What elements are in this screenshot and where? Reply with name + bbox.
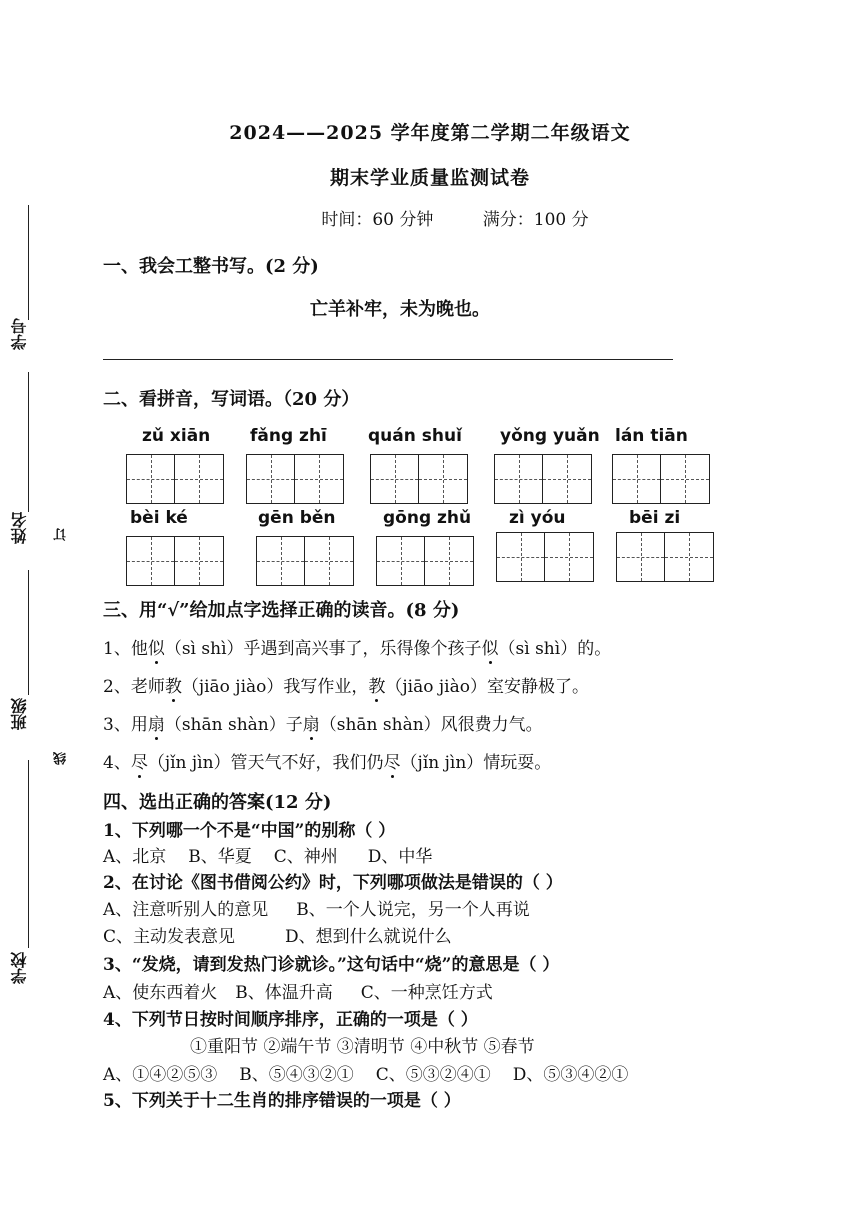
q-text: 3、用 [103,715,148,735]
pinyin-label: fǎng zhī [250,426,327,446]
mc-q1: 1、下列哪一个不是“中国”的别称（ ） [103,821,396,841]
name-line [28,372,29,512]
option[interactable]: C、主动发表意见 [103,927,236,947]
pinyin-label: quán shuǐ [368,426,462,446]
reading-q2 [103,672,589,697]
option[interactable]: D、想到什么就说什么 [285,927,452,947]
exam-subtitle: 期末学业质量监测试卷 [329,167,530,189]
mc-q3: 3、“发烧，请到发热门诊就诊。”这句话中“烧”的意思是（ ） [103,955,560,975]
ding-mark: 订 [54,528,69,541]
option[interactable]: D、⑤③④②① [512,1065,629,1085]
option[interactable]: B、体温升高 [235,983,333,1003]
section3-heading: 三、用“√”给加点字选择正确的读音。(8 分) [103,600,460,621]
char-grid[interactable] [376,536,474,586]
q-text[interactable]: （sì shì）的。 [498,639,612,659]
char-grid[interactable] [370,454,468,504]
option[interactable]: C、神州 [273,847,338,867]
mc-q3-options [103,978,493,1003]
dotted-char: 尽 [384,748,401,773]
writing-line[interactable] [103,359,673,360]
dotted-char: 扇 [303,710,320,735]
section4-heading: 四、选出正确的答案(12 分) [103,792,332,813]
char-grid[interactable] [246,454,344,504]
pinyin-label: bēi zi [629,508,681,528]
reading-q4 [103,748,551,773]
q-text: 2、老师 [103,677,165,697]
q-text[interactable]: （jiāo jiào）我写作业， [181,677,369,697]
q-text[interactable]: （jiāo jiào）室安静极了。 [385,677,589,697]
option[interactable]: B、一个人说完，另一个人再说 [296,900,530,920]
festival-list: ①重阳节 ②端午节 ③清明节 ④中秋节 ⑤春节 [190,1037,535,1057]
exam-meta [55,205,855,230]
option[interactable]: A、①④②⑤③ [103,1065,218,1085]
option[interactable]: B、华夏 [188,847,252,867]
char-grid[interactable] [616,532,714,582]
option[interactable]: A、北京 [103,847,167,867]
option[interactable]: A、使东西着火 [103,983,218,1003]
xian-mark: 线 [54,752,69,765]
char-grid[interactable] [126,454,224,504]
section1-heading: 一、我会工整书写。(2 分) [103,256,319,277]
proverb: 亡羊补牢，未为晚也。 [310,299,490,320]
school-label: 学校 [10,952,29,984]
reading-q3 [103,710,543,735]
mc-q2-options-2 [103,922,452,947]
char-grid[interactable] [494,454,592,504]
exam-score: 满分：100 分 [482,210,589,230]
mc-q2: 2、在讨论《图书借阅公约》时，下列哪项做法是错误的（ ） [103,873,563,893]
pinyin-label: yǒng yuǎn [500,426,600,446]
pinyin-label: gōng zhǔ [383,508,472,528]
mc-q4: 4、下列节日按时间顺序排序，正确的一项是（ ） [103,1010,478,1030]
option[interactable]: D、中华 [367,847,433,867]
school-line [28,760,29,948]
pinyin-label: bèi ké [130,508,188,528]
q-text: 1、他 [103,639,148,659]
section2-heading: 二、看拼音，写词语。（20 分） [103,389,360,410]
dotted-char: 尽 [131,748,148,773]
q-text[interactable]: （jǐn jìn）情玩耍。 [400,753,552,773]
mc-q2-options [103,895,530,920]
option[interactable]: C、一种烹饪方式 [360,983,493,1003]
mc-q1-options [103,842,432,867]
pinyin-label: zǔ xiān [142,426,211,446]
char-grid[interactable] [496,532,594,582]
option[interactable]: A、注意听别人的意见 [103,900,269,920]
reading-q1 [103,634,611,659]
char-grid[interactable] [256,536,354,586]
mc-q5: 5、下列关于十二生肖的排序错误的一项是（ ） [103,1091,461,1111]
option[interactable]: C、⑤③②④① [375,1065,491,1085]
mc-q4-options [103,1060,628,1085]
q-text[interactable]: （shān shàn）子 [164,715,303,735]
q-text: 4、 [103,753,131,773]
class-label: 班级 [10,698,29,730]
class-line [28,570,29,695]
q-text[interactable]: （sì shì）乎遇到高兴事了，乐得像个孩子 [164,639,482,659]
exam-title: 2024——2025 学年度第二学期二年级语文 [229,122,631,144]
pinyin-label: gēn běn [258,508,336,528]
student-no-label: 学号 [10,318,29,350]
option[interactable]: B、⑤④③②① [239,1065,354,1085]
dotted-char: 教 [368,672,385,697]
name-label: 姓名 [10,512,29,544]
pinyin-label: zì yóu [509,508,566,528]
q-text[interactable]: （shān shàn）风很费力气。 [319,715,543,735]
dotted-char: 扇 [148,710,165,735]
dotted-char: 教 [165,672,182,697]
exam-time: 时间：60 分钟 [321,210,434,230]
dotted-char: 似 [482,634,499,659]
char-grid[interactable] [612,454,710,504]
char-grid[interactable] [126,536,224,586]
dotted-char: 似 [148,634,165,659]
pinyin-label: lán tiān [615,426,688,446]
q-text[interactable]: （jǐn jìn）管天气不好，我们仍 [147,753,384,773]
